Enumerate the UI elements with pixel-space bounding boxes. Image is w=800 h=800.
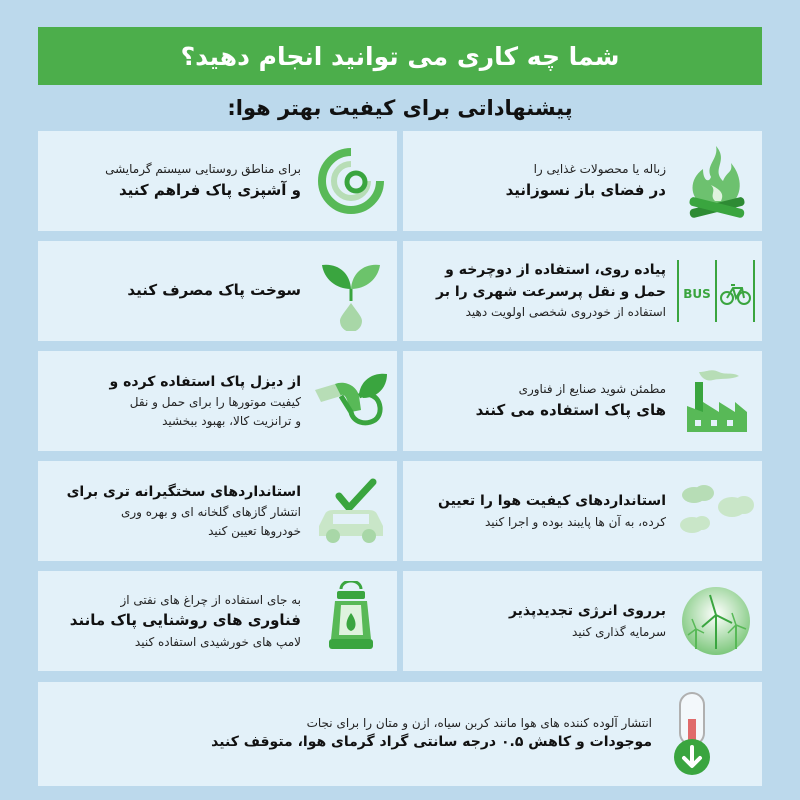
card-renewable-energy-line1: برروی انرژی تجدیدپذیر xyxy=(508,602,666,619)
fire-icon xyxy=(670,131,762,231)
card-clean-lighting xyxy=(38,571,397,671)
card-clean-diesel xyxy=(38,351,397,451)
card-clean-fuel xyxy=(38,241,397,341)
card-clean-industry xyxy=(403,351,762,451)
fuel-nozzle-leaf-icon xyxy=(305,351,397,451)
factory-icon xyxy=(670,351,762,451)
card-vehicle-standards-line1: استانداردهای سختگیرانه تری برای xyxy=(66,483,301,500)
card-renewable-energy-line2: سرمایه گذاری کنید xyxy=(572,624,666,639)
card-air-standards-line2: کرده، به آن ها پایبند بوده و اجرا کنید xyxy=(484,514,666,529)
card-clean-stove-line1: برای مناطق روستایی سیستم گرمایشی xyxy=(105,162,301,177)
car-checkmark-icon xyxy=(305,461,397,561)
subtitle: پیشنهاداتی برای کیفیت بهتر هوا: xyxy=(227,96,573,120)
card-clean-industry-line1: مطمئن شوید صنایع از فناوری xyxy=(518,382,666,397)
card-clean-industry-line2: های پاک استفاده می کنند xyxy=(475,400,666,419)
clouds-icon xyxy=(670,461,762,561)
card-transport-line2: حمل و نقل پرسرعت شهری را بر xyxy=(436,283,666,300)
bus-label: BUS xyxy=(683,287,711,301)
card-vehicle-standards-line3: خودروها تعیین کنید xyxy=(208,523,301,538)
wind-turbine-icon xyxy=(670,571,762,671)
card-no-burning-line1: زباله یا محصولات غذایی را xyxy=(533,162,666,177)
card-clean-lighting-line3: لامپ های خورشیدی استفاده کنید xyxy=(134,634,301,649)
card-air-standards xyxy=(403,461,762,561)
card-clean-fuel-line1: سوخت پاک مصرف کنید xyxy=(127,281,301,300)
card-clean-diesel-line3: و ترانزیت کالا، بهبود ببخشید xyxy=(162,413,301,428)
leaf-drop-icon xyxy=(305,241,397,341)
card-transport-line3: استفاده از خودروی شخصی اولویت دهید xyxy=(465,305,666,320)
card-air-standards-line1: استانداردهای کیفیت هوا را تعیین xyxy=(437,492,666,509)
card-transport-line1: پیاده روی، استفاده از دوچرخه و xyxy=(445,262,666,279)
card-stop-pollutants-line2: موجودات و کاهش ۰.۵ درجه سانتی گراد گرمای هوا، متوقف کنید xyxy=(211,734,652,751)
card-clean-stove-line2: و آشپزی پاک فراهم کنید xyxy=(118,180,301,199)
thermometer-down-icon xyxy=(652,682,732,786)
bus-bicycle-icon xyxy=(670,241,762,341)
card-vehicle-standards xyxy=(38,461,397,561)
card-no-burning xyxy=(403,131,762,231)
header-title: شما چه کاری می توانید انجام دهید؟ xyxy=(180,41,620,71)
card-renewable-energy xyxy=(403,571,762,671)
card-stop-pollutants-line1: انتشار آلوده کننده های هوا مانند کربن سیاه، ازن و متان را برای نجات xyxy=(306,715,652,730)
card-transport xyxy=(403,241,762,341)
card-vehicle-standards-line2: انتشار گازهای گلخانه ای و بهره وری xyxy=(120,505,301,520)
card-clean-lighting-line2: فناوری های روشنایی پاک مانند xyxy=(69,611,301,630)
card-clean-lighting-line1: به جای استفاده از چراغ های نفتی از xyxy=(120,592,301,607)
header-banner xyxy=(38,27,762,85)
card-no-burning-line2: در فضای باز نسوزانید xyxy=(505,180,666,199)
lantern-icon xyxy=(305,571,397,671)
card-clean-stove xyxy=(38,131,397,231)
card-clean-diesel-line2: کیفیت موتورها را برای حمل و نقل xyxy=(129,395,301,410)
card-clean-diesel-line1: از دیزل پاک استفاده کرده و xyxy=(109,373,301,390)
clean-stove-icon xyxy=(305,131,397,231)
card-stop-pollutants xyxy=(38,682,762,786)
